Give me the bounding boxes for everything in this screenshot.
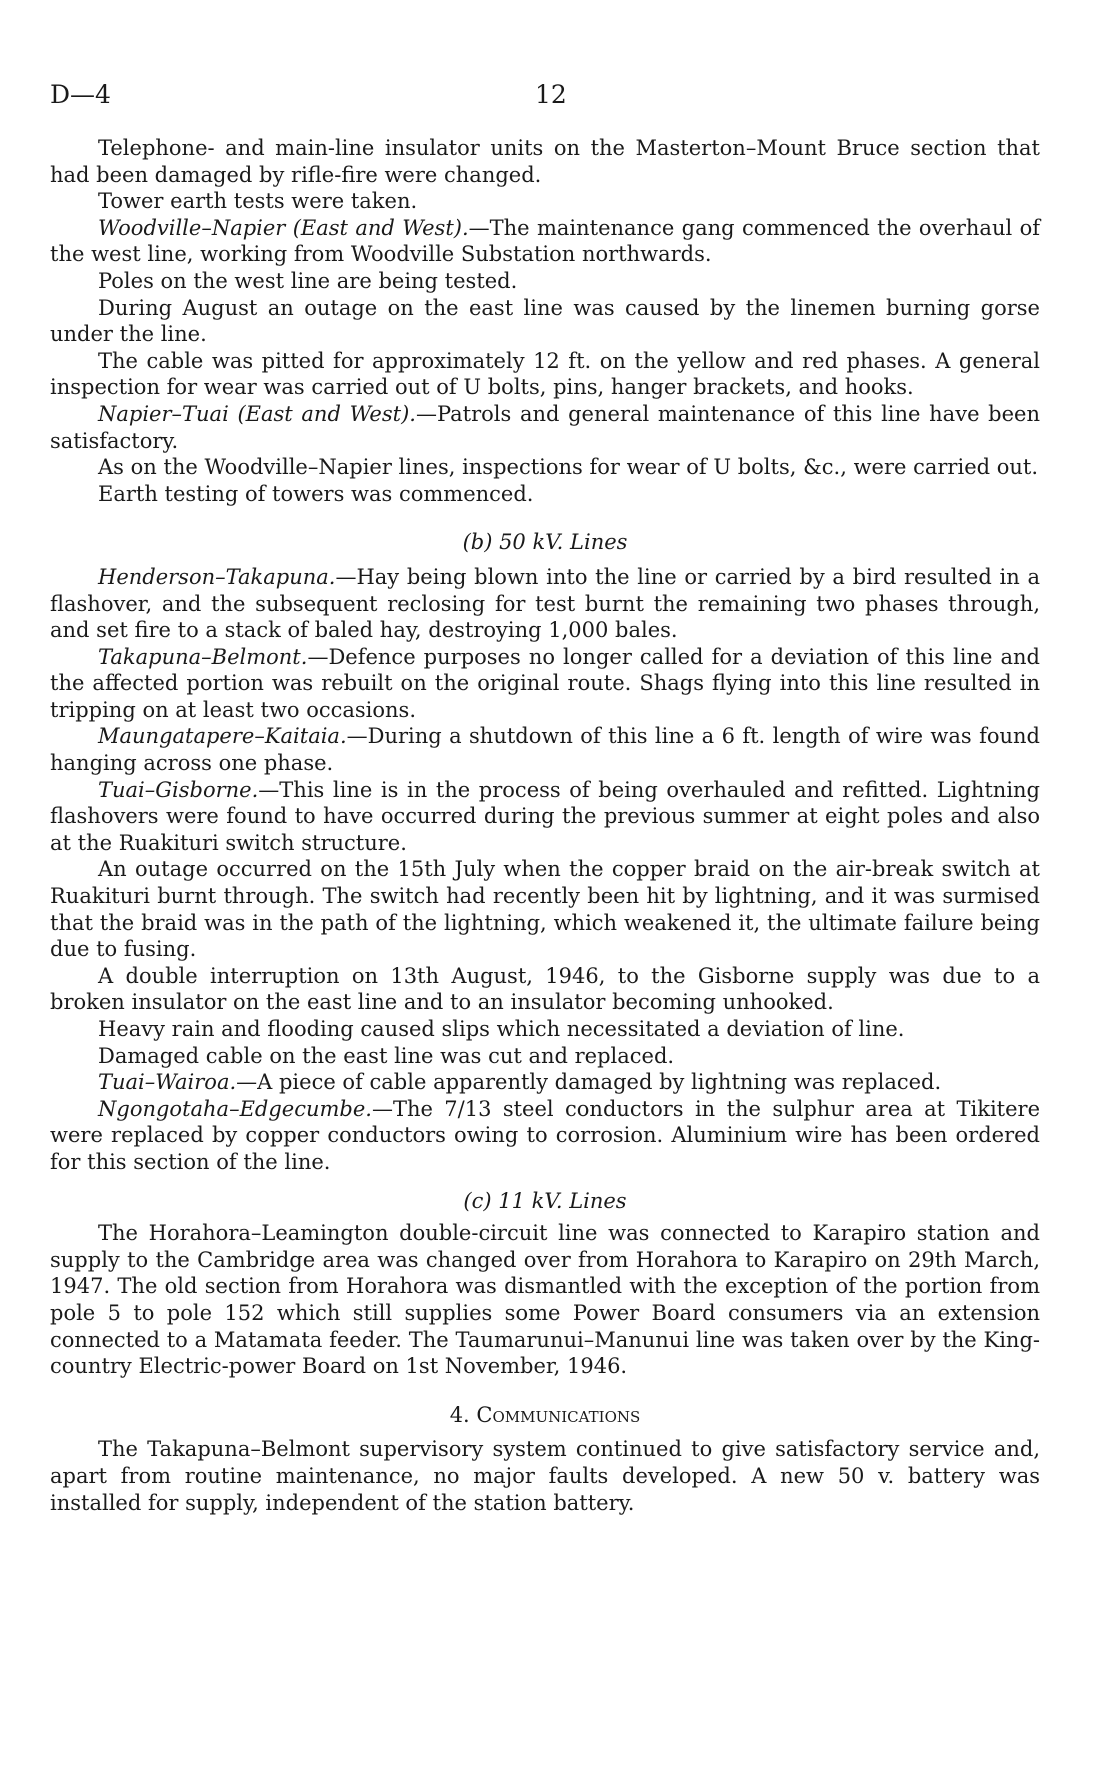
run-in-heading: Takapuna–Belmont. bbox=[98, 644, 308, 669]
run-in-heading: Tuai–Wairoa. bbox=[98, 1070, 237, 1095]
paragraph: An outage occurred on the 15th July when the copper braid on the air-break switch at Ruakituri burnt through. The switch had recently been hit by lightning, and it was surmised that the braid was in the path of the lightning, which weakened it, the ultimate failure being due to fusing. bbox=[50, 857, 1040, 962]
document-body bbox=[50, 135, 1040, 1516]
paragraph: Napier–Tuai (East and West).—Patrols and general maintenance of this line have been satisfactory. bbox=[50, 401, 1040, 453]
paragraph: A double interruption on 13th August, 1946, to the Gisborne supply was due to a broken insulator on the east line and to an insulator becoming unhooked. bbox=[50, 963, 1040, 1015]
section-main-lines bbox=[50, 135, 1040, 507]
paragraph: The Takapuna–Belmont supervisory system continued to give satisfactory service and, apart from routine maintenance, no major faults developed. A new 50 v. battery was installed for supply, independent of the station battery. bbox=[50, 1437, 1040, 1515]
paragraph: Poles on the west line are being tested. bbox=[98, 268, 518, 293]
paragraph: Telephone- and main-line insulator units on the Masterton–Mount Bruce section that had been damaged by rifle-fire were changed. bbox=[50, 136, 1040, 187]
run-in-heading: Woodville–Napier (East and West). bbox=[98, 215, 469, 240]
section-communications bbox=[50, 1436, 1040, 1516]
section-heading-communications: 4. Communications bbox=[449, 1402, 641, 1427]
paragraph: Earth testing of towers was commenced. bbox=[98, 481, 534, 506]
section-11kv-lines bbox=[50, 1220, 1040, 1380]
section-50kv-lines bbox=[50, 564, 1040, 1176]
paragraph: Takapuna–Belmont.—Defence purposes no longer called for a deviation of this line and the affected portion was rebuilt on the original route. Shags flying into this line resulted in tripping on at least two occasions. bbox=[50, 644, 1040, 722]
paragraph: Maungatapere–Kaitaia.—During a shutdown of this line a 6 ft. length of wire was found hanging across one phase. bbox=[50, 724, 1040, 776]
paragraph: Ngongotaha–Edgecumbe.—The 7/13 steel conductors in the sulphur area at Tikitere were replaced by copper conductors owing to corrosion. Aluminium wire has been ordered for this section of the line. bbox=[50, 1096, 1040, 1174]
paragraph: The cable was pitted for approximately 12 ft. on the yellow and red phases. A general inspection for wear was carried out of U bolts, pins, hanger brackets, and hooks. bbox=[50, 348, 1040, 400]
paragraph: The Horahora–Leamington double-circuit line was connected to Karapiro station and supply to the Cambridge area was changed over from Horahora to Karapiro on 29th March, 1947. The old section from Horahora was dismantled with the exception of the portion from pole 5 to pole 152 which still supplies some Power Board consumers via an extension connected to a Matamata feeder. The Taumarunui–Manunui line was taken over by the King-country Electric-power Board on 1st November, 1946. bbox=[50, 1221, 1040, 1379]
paragraph: During August an outage on the east line was caused by the linemen burning gorse under the line. bbox=[50, 295, 1040, 347]
run-in-heading: Napier–Tuai (East and West). bbox=[98, 401, 416, 426]
section-heading-50kv: (b) 50 kV. Lines bbox=[462, 530, 628, 555]
run-in-heading: Maungatapere–Kaitaia. bbox=[98, 724, 347, 749]
paragraph: Heavy rain and flooding caused slips which necessitated a deviation of line. bbox=[98, 1017, 905, 1041]
section-heading-11kv: (c) 11 kV. Lines bbox=[463, 1188, 627, 1213]
paragraph: As on the Woodville–Napier lines, inspections for wear of U bolts, &c., were carried out. bbox=[98, 455, 1039, 480]
page-number: 12 bbox=[535, 80, 567, 109]
paragraph: Woodville–Napier (East and West).—The maintenance gang commenced the overhaul of the west line, working from Woodville Substation northwards. bbox=[50, 215, 1040, 267]
run-in-heading: Tuai–Gisborne. bbox=[98, 777, 259, 802]
page-header bbox=[50, 80, 1040, 120]
paragraph: Tower earth tests were taken. bbox=[98, 189, 418, 214]
document-reference: D—4 bbox=[50, 80, 111, 109]
run-in-heading: Henderson–Takapuna. bbox=[98, 564, 336, 589]
paragraph: Henderson–Takapuna.—Hay being blown into the line or carried by a bird resulted in a flashover, and the subsequent reclosing for test burnt the remaining two phases through, and set fire to a stack of baled hay, destroying 1,000 bales. bbox=[50, 564, 1040, 643]
run-in-heading: Ngongotaha–Edgecumbe. bbox=[98, 1096, 372, 1121]
document-page bbox=[50, 80, 1040, 1515]
paragraph: Damaged cable on the east line was cut and replaced. bbox=[98, 1043, 675, 1068]
paragraph: Tuai–Gisborne.—This line is in the process of being overhauled and refitted. Lightning flashovers were found to have occurred during the previous summer at eight poles and also at the Ruakituri switch structure. bbox=[50, 777, 1040, 855]
paragraph: Tuai–Wairoa.—A piece of cable apparently damaged by lightning was replaced. bbox=[98, 1070, 942, 1095]
